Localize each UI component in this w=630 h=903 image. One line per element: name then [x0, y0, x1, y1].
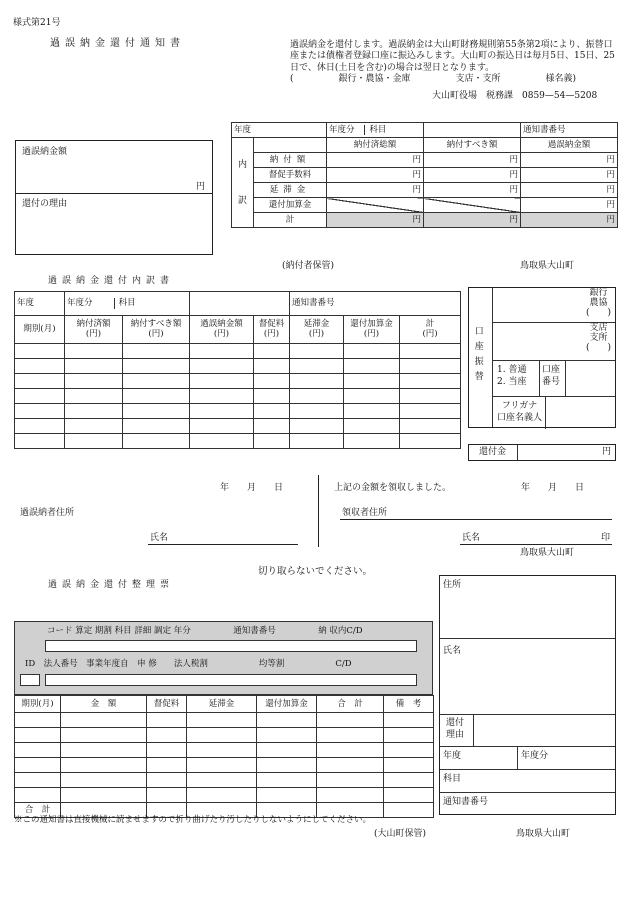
- rp-year: 年度: [443, 751, 462, 761]
- receipt-date-right: 年 月 日: [521, 483, 585, 493]
- rp-notice-no: 通知書番号: [443, 797, 489, 807]
- office-contact: 大山町役場 税務課 0859—54—5208: [432, 91, 598, 101]
- amount-yen: 円: [196, 182, 206, 192]
- town-1: 鳥取県大山町: [520, 261, 575, 271]
- notice-text: 過誤納金を還付します。過誤納金は大山町財務規則第55条第2項により、振替口座または債権者登録口座に振込みします。大山町の振込日は毎月5日、15日、25日で、休日(土日を含む)の場合は翌日となります。 ( 銀行・農協・金庫 支店・支所 様名義): [290, 40, 615, 84]
- account-type: 1. 普通 2. 当座: [497, 365, 527, 387]
- bd-col-overpaid: 過誤納金額: [521, 138, 618, 153]
- reason-label: 還付の理由: [22, 199, 68, 209]
- right-panel: [439, 575, 616, 815]
- rp-name: 氏名: [443, 646, 462, 656]
- table-row: [15, 419, 461, 434]
- bd-row-total: 計: [254, 213, 327, 228]
- footer-keep: (大山町保管): [374, 829, 427, 839]
- table-row: [15, 389, 461, 404]
- account-bank: 銀行 農協 ( ): [585, 288, 611, 318]
- rp-year-part: 年度分: [521, 751, 549, 761]
- detail-table: [14, 291, 461, 449]
- table-row: [15, 788, 434, 803]
- bd-col-due: 納付すべき額: [424, 138, 521, 153]
- ledger-code-row: コード 算定 期割 科目 詳細 調定 年分 通知書番号 納 収内C/D: [47, 626, 363, 636]
- ledger-code-area: [14, 621, 433, 695]
- seal-mark: 印: [601, 533, 611, 543]
- table-row: [15, 773, 434, 788]
- dt-col-1: 納付済額 (円): [65, 316, 123, 344]
- lg-col-1: 金 額: [61, 696, 147, 713]
- table-row: [15, 374, 461, 389]
- bd-row-payment: 納付額: [254, 153, 327, 168]
- bd-row-fee: 督促手数料: [254, 168, 327, 183]
- account-branch: 支店 支所 ( ): [585, 323, 611, 353]
- footer-town: 鳥取県大山町: [516, 829, 571, 839]
- table-row: [15, 344, 461, 359]
- table-row: [15, 743, 434, 758]
- receiver-name-label: 氏名: [462, 533, 481, 543]
- account-holder: フリガナ 口座名義人: [497, 401, 543, 424]
- refund-label: 還付金: [479, 447, 507, 457]
- lg-total: 合 計: [15, 803, 61, 818]
- account-label: 口座振替: [472, 326, 483, 386]
- receiver-address-label: 領収者住所: [342, 508, 388, 518]
- dt-col-7: 計 (円): [400, 316, 461, 344]
- lg-col-5: 合 計: [317, 696, 384, 713]
- table-row: [15, 359, 461, 374]
- dt-hdr-year: 年度: [15, 292, 65, 316]
- receipt-date-left: 年 月 日: [220, 483, 284, 493]
- refund-box: [468, 444, 616, 461]
- amount-box: [15, 140, 213, 255]
- bd-col-paid: 納付済総額: [327, 138, 424, 153]
- dt-col-2: 納付すべき額 (円): [123, 316, 190, 344]
- bd-hdr-year: 年度: [232, 123, 327, 138]
- rp-subject: 科目: [443, 774, 462, 784]
- dt-col-5: 延滞金 (円): [290, 316, 344, 344]
- ledger-id-row: ID 法人番号 事業年度自 申 修 法人税割 均等割 C/D: [25, 659, 352, 669]
- account-number-label: 口座 番号: [542, 365, 561, 387]
- lg-col-0: 期別(月): [15, 696, 61, 713]
- lg-col-2: 督促料: [147, 696, 187, 713]
- rp-reason: 還付 理由: [446, 718, 465, 740]
- bd-side-label: 内 訳: [232, 138, 254, 228]
- keep-taxpayer: (納付者保管): [282, 261, 335, 271]
- table-row: [15, 758, 434, 773]
- dt-hdr-notice-no: 通知書番号: [290, 292, 461, 316]
- form-number: 様式第21号: [13, 18, 61, 28]
- bd-row-late: 延滞金: [254, 183, 327, 198]
- payer-name-label: 氏名: [150, 533, 169, 543]
- lg-col-6: 備 考: [384, 696, 434, 713]
- amount-label: 過誤納金額: [22, 147, 68, 157]
- dt-col-0: 期別(月): [15, 316, 65, 344]
- dt-hdr-subject: 科目: [118, 298, 136, 309]
- bd-hdr-notice-no: 通知書番号: [521, 123, 618, 138]
- town-2: 鳥取県大山町: [520, 548, 575, 558]
- notice-account-line: ( 銀行・農協・金庫 支店・支所 様名義): [290, 73, 577, 84]
- ledger-title: 過誤納金還付整理票: [48, 580, 175, 590]
- dt-col-6: 還付加算金 (円): [344, 316, 400, 344]
- rp-address: 住所: [443, 580, 462, 590]
- bd-hdr-year-part: 年度分: [327, 125, 365, 135]
- lg-col-4: 還付加算金: [257, 696, 317, 713]
- lg-col-3: 延滞金: [187, 696, 257, 713]
- cut-notice: 切り取らないでください。: [258, 566, 373, 577]
- table-row: [15, 434, 461, 449]
- bd-row-refund-add: 還付加算金: [254, 198, 327, 213]
- dt-col-3: 過誤納金額 (円): [190, 316, 254, 344]
- page-title: 過誤納金還付通知書: [50, 38, 185, 49]
- refund-yen: 円: [601, 447, 611, 457]
- payer-address-label: 過誤納者住所: [20, 508, 75, 518]
- dt-hdr-year-part: 年度分: [65, 298, 115, 308]
- table-row: [15, 713, 434, 728]
- bd-hdr-subject: 科目: [369, 124, 387, 135]
- breakdown-table: 年度 年度分 科目 通知書番号 内 訳 納付済総額 納付すべき額 過誤納金額 納付額 円 円 円 督促手数料 円 円 円 延滞金 円 円 円 還付加算金 円 計 円 円 円: [231, 122, 618, 228]
- detail-title: 過誤納金還付内訳書: [48, 276, 175, 286]
- dt-col-4: 督促料 (円): [254, 316, 290, 344]
- footer-note: ※この通知書は直接機械に読ませますので折り曲げたり汚したりしないようにしてください。: [14, 815, 372, 825]
- receipt-received: 上記の金額を領収しました。: [334, 483, 452, 493]
- table-row: [15, 404, 461, 419]
- ledger-table: [14, 695, 434, 818]
- account-box: [468, 287, 616, 428]
- table-row: [15, 728, 434, 743]
